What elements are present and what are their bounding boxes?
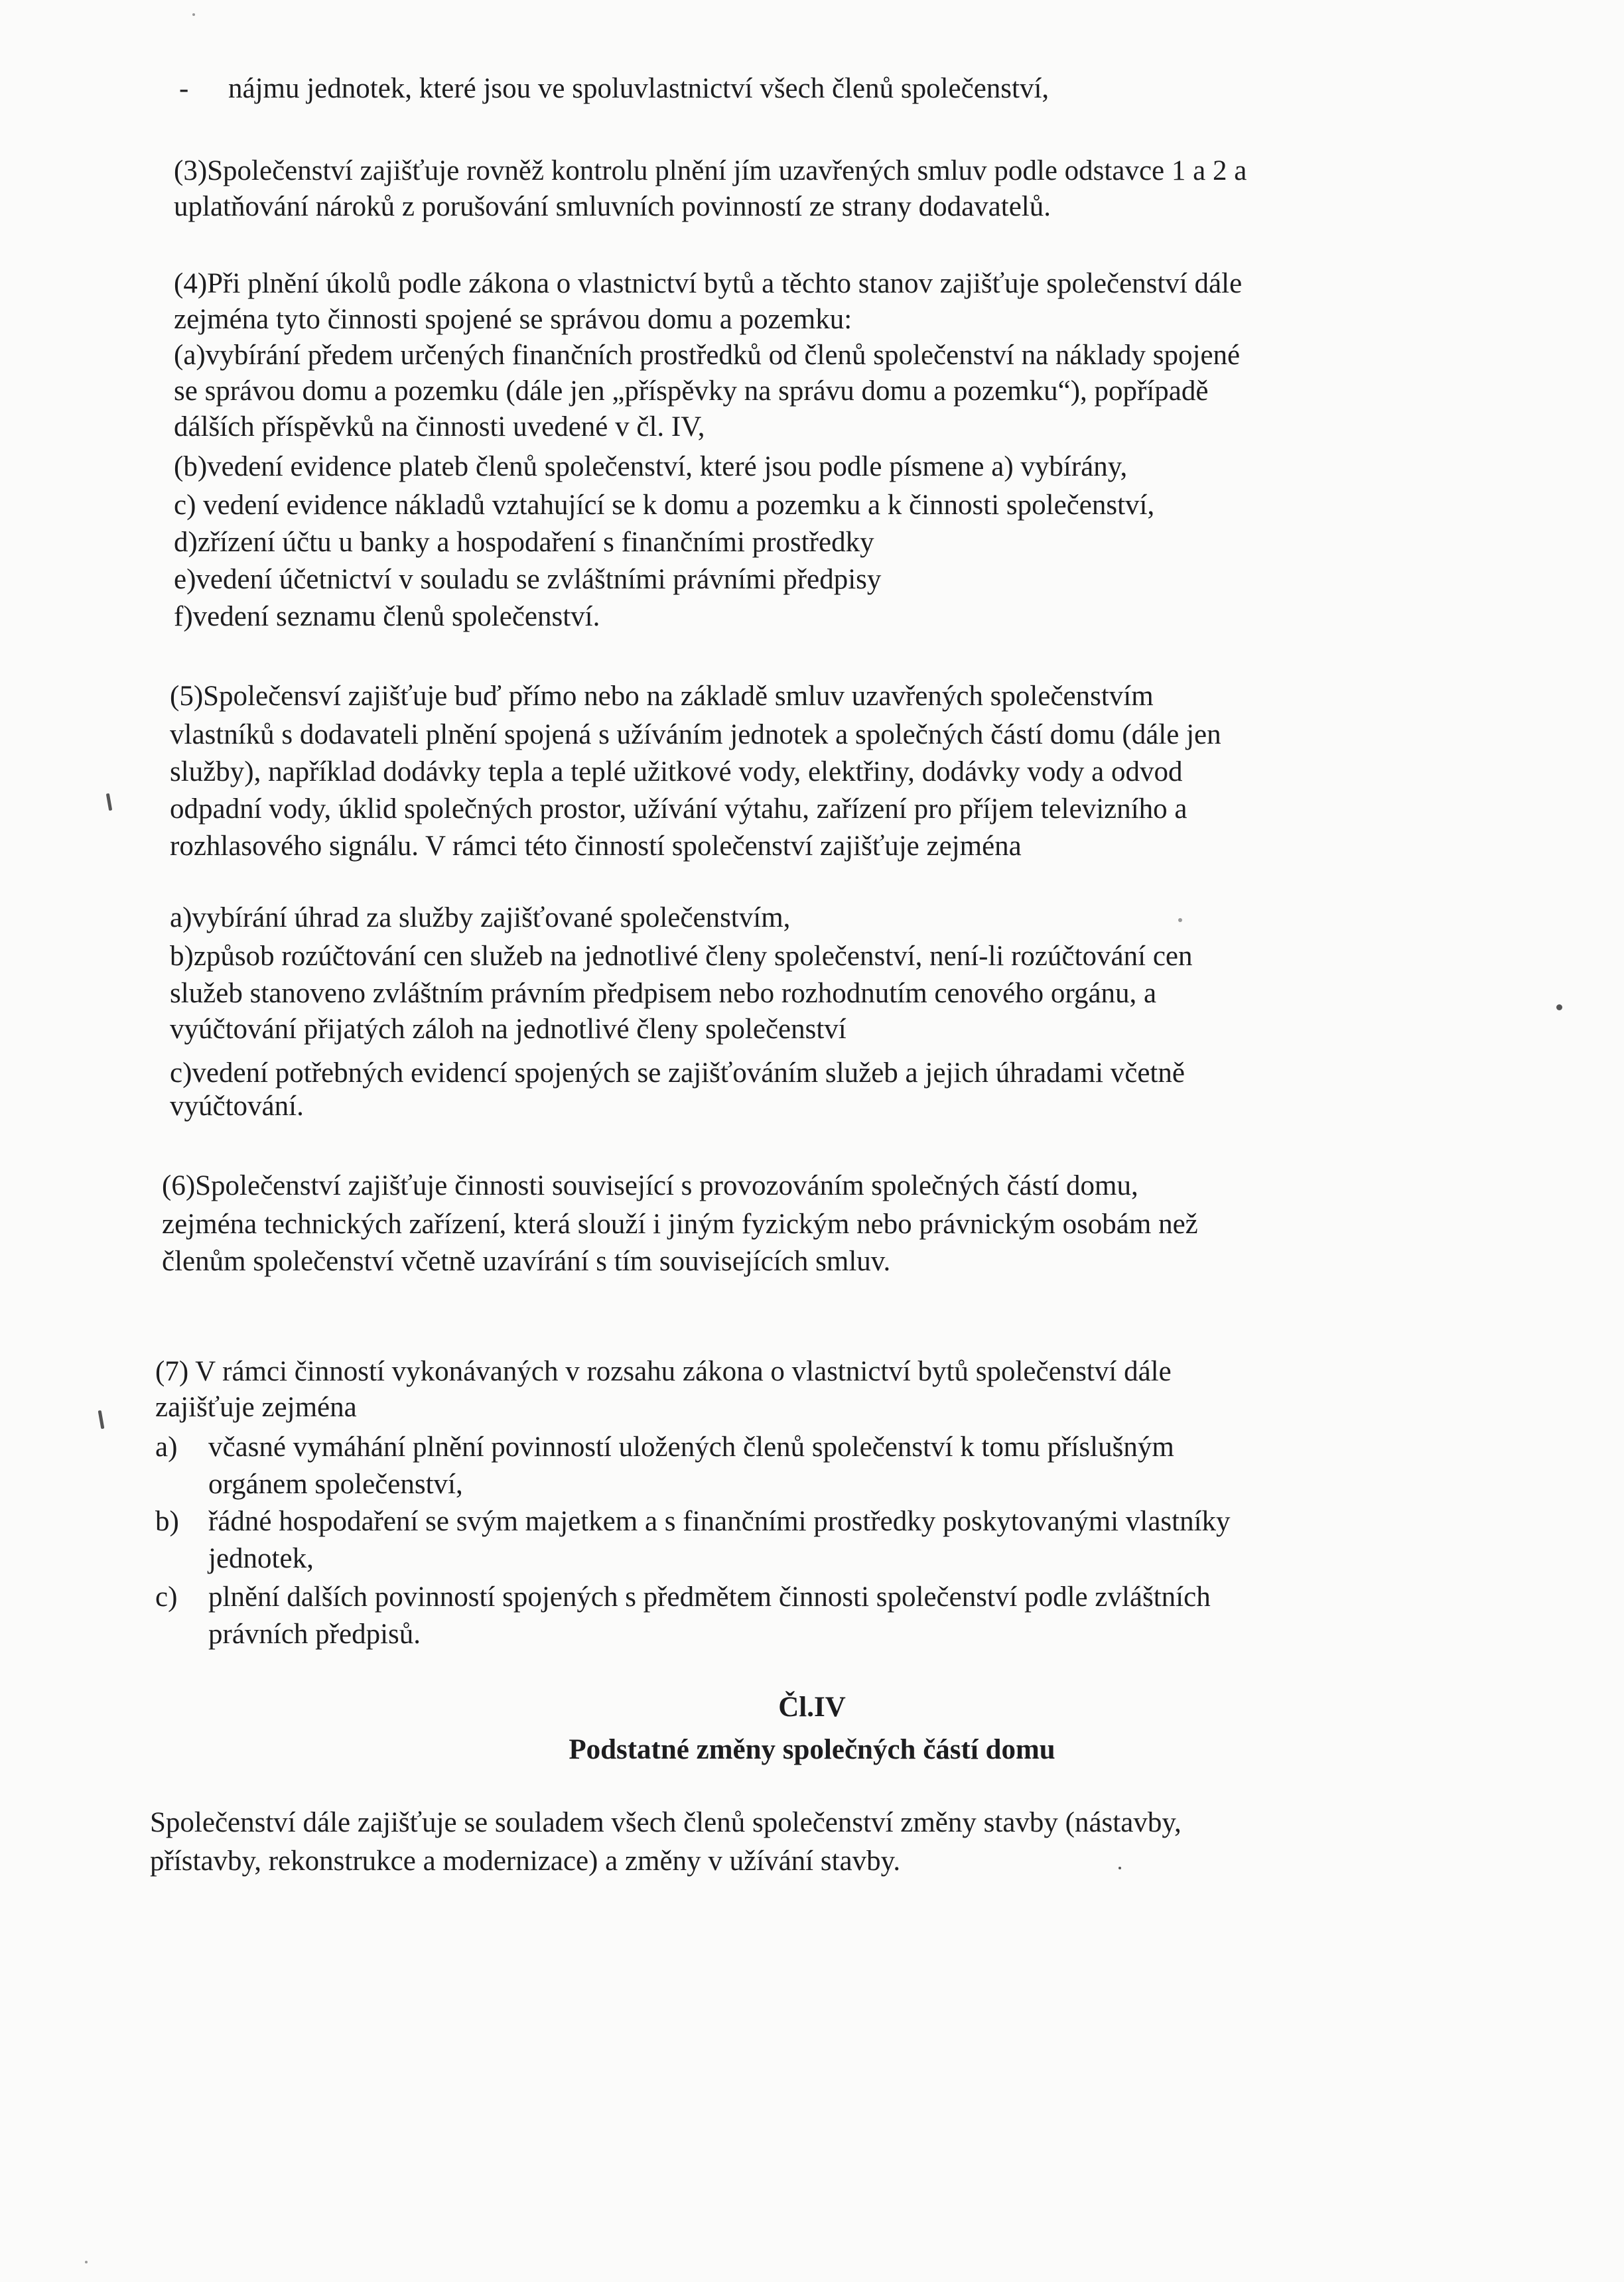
article-title: Podstatné změny společných částí domu bbox=[569, 1734, 1055, 1765]
paragraph-3-line: (3)Společenství zajišťuje rovněž kontrolu plnění jím uzavřených smluv podle odstavce 1 a 2 a bbox=[174, 155, 1247, 186]
paragraph-5-item: služeb stanoveno zvláštním právním předpisem nebo rozhodnutím cenového orgánu, a bbox=[170, 978, 1157, 1009]
paragraph-7-line: (7) V rámci činností vykonávaných v rozsahu zákona o vlastnictví bytů společenství dále bbox=[155, 1356, 1172, 1387]
paragraph-4-item: dálších příspěvků na činnosti uvedené v čl. IV, bbox=[174, 411, 705, 442]
list-item-line: jednotek, bbox=[208, 1543, 314, 1574]
paragraph-6-line: zejména technických zařízení, která slouží i jiným fyzickým nebo právnickým osobám než bbox=[162, 1209, 1198, 1240]
paragraph-6-line: členům společenství včetně uzavírání s tím souvisejících smluv. bbox=[162, 1246, 891, 1277]
paragraph-4-item: e)vedení účetnictví v souladu se zvláštními právními předpisy bbox=[174, 564, 882, 595]
paragraph-4-line: (4)Při plnění úkolů podle zákona o vlastnictví bytů a těchto stanov zajišťuje společenství dále bbox=[174, 268, 1243, 299]
paragraph-5-item: vyúčtování. bbox=[170, 1091, 304, 1122]
paragraph-4-item: (b)vedení evidence plateb členů společenství, které jsou podle písmene a) vybírány, bbox=[174, 451, 1128, 482]
paragraph-5-line: (5)Společensví zajišťuje buď přímo nebo na základě smluv uzavřených společenstvím bbox=[170, 681, 1154, 712]
article-number: Čl.IV bbox=[778, 1692, 846, 1723]
paragraph-4-item: d)zřízení účtu u banky a hospodaření s finančními prostředky bbox=[174, 527, 874, 558]
list-item-line: orgánem společenství, bbox=[208, 1469, 463, 1500]
paragraph-5-item: b)způsob rozúčtování cen služeb na jednotlivé členy společenství, není-li rozúčtování cen bbox=[170, 941, 1193, 972]
paragraph-6-line: (6)Společenství zajišťuje činnosti související s provozováním společných částí domu, bbox=[162, 1170, 1138, 1201]
list-item-line: řádné hospodaření se svým majetkem a s finančními prostředky poskytovanými vlastníky bbox=[208, 1506, 1231, 1537]
closing-paragraph-line: přístavby, rekonstrukce a modernizace) a změny v užívání stavby. bbox=[150, 1846, 901, 1877]
intro-bullet-text: nájmu jednotek, které jsou ve spoluvlastnictví všech členů společenství, bbox=[228, 73, 1049, 104]
paragraph-3-line: uplatňování nároků z porušování smluvních povinností ze strany dodavatelů. bbox=[174, 191, 1051, 222]
scan-speck bbox=[1118, 1867, 1121, 1869]
paragraph-5-line: odpadní vody, úklid společných prostor, užívání výtahu, zařízení pro příjem televizního a bbox=[170, 793, 1187, 825]
paragraph-4-item: (a)vybírání předem určených finančních prostředků od členů společenství na náklady spojené bbox=[174, 340, 1241, 371]
list-marker: b) bbox=[155, 1506, 179, 1537]
paragraph-5-line: služby), například dodávky tepla a teplé užitkové vody, elektřiny, dodávky vody a odvod bbox=[170, 756, 1183, 787]
paragraph-7-line: zajišťuje zejména bbox=[155, 1392, 357, 1423]
list-marker: a) bbox=[155, 1432, 178, 1463]
paragraph-5-item: vyúčtování přijatých záloh na jednotlivé členy společenství bbox=[170, 1014, 846, 1045]
paragraph-4-item: f)vedení seznamu členů společenství. bbox=[174, 601, 600, 632]
closing-paragraph-line: Společenství dále zajišťuje se souladem všech členů společenství změny stavby (nástavby, bbox=[150, 1807, 1182, 1838]
scan-speck bbox=[106, 793, 112, 811]
paragraph-4-item: se správou domu a pozemku (dále jen „příspěvky na správu domu a pozemku“), popřípadě bbox=[174, 375, 1209, 407]
bullet-dash: - bbox=[179, 73, 189, 104]
scan-speck bbox=[192, 13, 195, 16]
scan-speck bbox=[1178, 918, 1182, 922]
list-marker: c) bbox=[155, 1581, 178, 1613]
paragraph-4-item: c) vedení evidence nákladů vztahující se k domu a pozemku a k činnosti společenství, bbox=[174, 490, 1155, 521]
list-item-line: právních předpisů. bbox=[208, 1619, 421, 1650]
paragraph-5-item: a)vybírání úhrad za služby zajišťované společenstvím, bbox=[170, 902, 791, 933]
scan-speck bbox=[85, 2261, 88, 2263]
list-item-line: včasné vymáhání plnění povinností uložených členů společenství k tomu příslušným bbox=[208, 1432, 1174, 1463]
scan-speck bbox=[98, 1410, 105, 1429]
list-item-line: plnění dalších povinností spojených s předmětem činnosti společenství podle zvláštních bbox=[208, 1581, 1211, 1613]
scan-speck bbox=[1556, 1004, 1562, 1010]
paragraph-5-line: rozhlasového signálu. V rámci této činností společenství zajišťuje zejména bbox=[170, 831, 1022, 862]
paragraph-4-line: zejména tyto činnosti spojené se správou domu a pozemku: bbox=[174, 304, 852, 335]
paragraph-5-item: c)vedení potřebných evidencí spojených se zajišťováním služeb a jejich úhradami včetně bbox=[170, 1057, 1185, 1089]
paragraph-5-line: vlastníků s dodavateli plnění spojená s užíváním jednotek a společných částí domu (dále jen bbox=[170, 719, 1221, 750]
